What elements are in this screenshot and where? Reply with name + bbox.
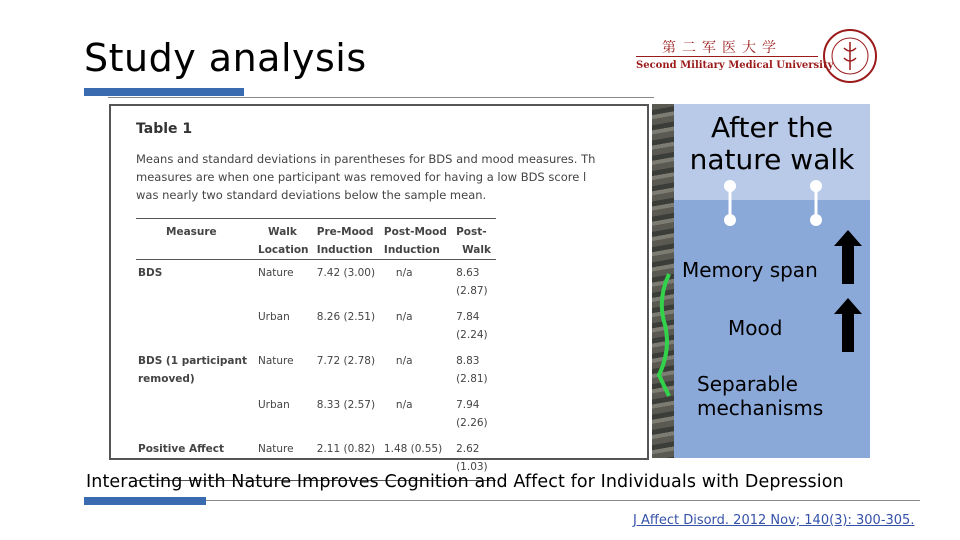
slide-title: Study analysis <box>84 36 367 80</box>
cell-walk <box>454 260 496 305</box>
cell-location: Urban <box>258 399 290 411</box>
cell-post: 1.48 (0.55) <box>382 436 454 481</box>
cell-location: Nature <box>258 355 294 367</box>
cell-walk-mean: 8.63 <box>456 267 480 279</box>
header-measure-2 <box>136 241 256 260</box>
header-post-walk: Post- <box>454 219 496 242</box>
cell-walk <box>454 348 496 392</box>
cell-walk-sd: (1.03) <box>456 461 488 473</box>
cell-pre: 7.72 (2.78) <box>316 355 376 367</box>
table-caption: Means and standard deviations in parentheses for BDS and mood measures. Th measures are when one participant was removed for having a low BDS score l was nearly two standard deviations below the sample mean. <box>136 152 596 202</box>
header-walk-2: Walk <box>454 241 496 260</box>
cell-measure-line2: removed) <box>138 373 195 385</box>
memory-span-label: Memory span <box>682 258 818 282</box>
bottom-accent-bar <box>84 497 206 505</box>
table-row <box>136 392 496 436</box>
cell-walk <box>454 304 496 348</box>
bottom-rule <box>206 500 920 501</box>
header-induction-2: Induction <box>382 241 454 260</box>
university-name-cn: 第二军医大学 <box>662 40 782 56</box>
panel-heading: After the nature walk <box>689 111 855 176</box>
cell-walk <box>454 392 496 436</box>
table-row <box>136 304 496 348</box>
cell-post: n/a <box>395 311 413 323</box>
cell-measure: BDS <box>138 267 163 279</box>
cell-measure <box>136 348 256 392</box>
cell-walk-sd: (2.24) <box>456 329 488 341</box>
table-caption-number: Table 1 <box>136 121 193 137</box>
cell-walk-mean: 7.84 <box>456 311 480 323</box>
header-measure: Measure <box>136 219 256 242</box>
walk-route-icon <box>655 270 671 400</box>
up-arrow-icon <box>830 228 866 354</box>
cell-pre: 7.42 (3.00) <box>316 267 376 279</box>
title-accent-bar <box>84 88 244 96</box>
cell-walk-mean: 8.83 <box>456 355 480 367</box>
cell-measure-line1: BDS (1 participant <box>138 355 248 367</box>
cell-walk-mean: 2.62 <box>456 443 480 455</box>
cell-pre: 8.26 (2.51) <box>316 311 376 323</box>
cell-location: Urban <box>258 311 290 323</box>
table-header-row <box>136 241 496 260</box>
table-header-row <box>136 219 496 242</box>
title-rule <box>108 97 654 98</box>
table-row <box>136 260 496 305</box>
cell-post: n/a <box>395 267 413 279</box>
cell-measure: Positive Affect <box>136 436 256 481</box>
connector-icon <box>674 170 870 230</box>
citation-link[interactable]: J Affect Disord. 2012 Nov; 140(3): 300-305. <box>633 513 915 528</box>
paper-title: Interacting with Nature Improves Cognition and Affect for Individuals with Depression <box>86 472 844 492</box>
header-induction: Induction <box>315 241 382 260</box>
separable-mechanisms-label: Separable mechanisms <box>697 372 824 420</box>
table-row <box>136 348 496 392</box>
cell-location: Nature <box>256 436 315 481</box>
data-table <box>136 218 496 481</box>
cell-walk-sd: (2.87) <box>456 285 488 297</box>
cell-measure <box>136 304 256 348</box>
cell-measure <box>136 392 256 436</box>
university-seal-icon <box>822 28 878 84</box>
university-name-en: Second Military Medical University <box>636 60 834 71</box>
cell-walk-sd: (2.81) <box>456 373 488 385</box>
cell-pre: 8.33 (2.57) <box>316 399 376 411</box>
cell-pre: 2.11 (0.82) <box>315 436 382 481</box>
university-rule <box>636 56 818 57</box>
header-location: Location <box>256 241 315 260</box>
cell-location: Nature <box>258 267 294 279</box>
header-post-mood: Post-Mood <box>382 219 454 242</box>
header-walk: Walk <box>256 219 315 242</box>
cell-post: n/a <box>395 355 413 367</box>
cell-post: n/a <box>395 399 413 411</box>
mood-label: Mood <box>728 316 783 340</box>
header-pre-mood: Pre-Mood <box>315 219 382 242</box>
cell-walk-mean: 7.94 <box>456 399 480 411</box>
cell-walk-sd: (2.26) <box>456 417 488 429</box>
